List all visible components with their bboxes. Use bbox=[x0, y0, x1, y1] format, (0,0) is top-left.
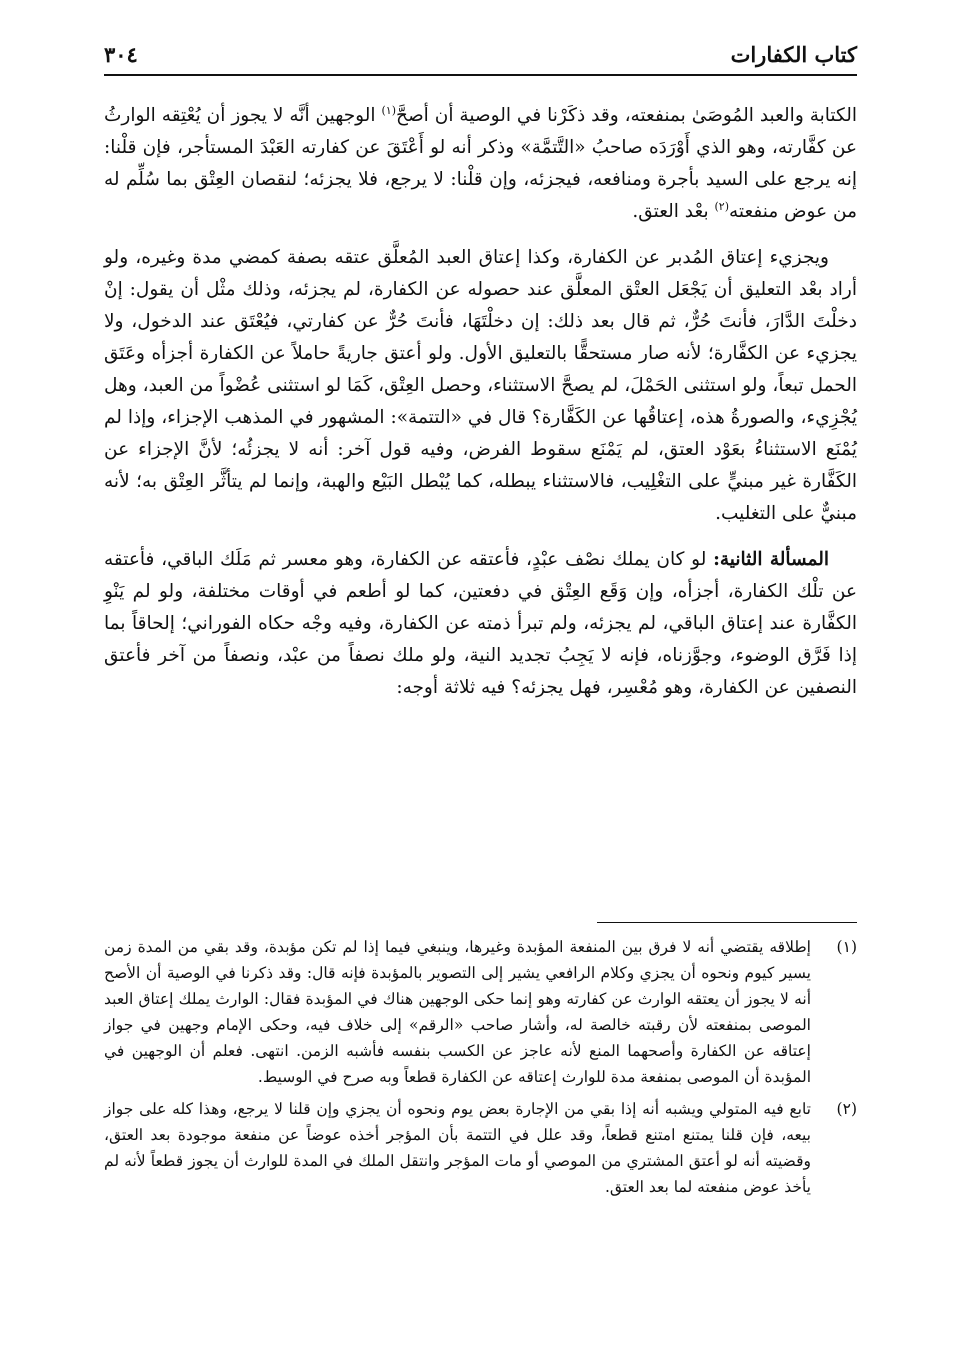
footnote-number: (١) bbox=[836, 938, 857, 956]
footnotes bbox=[104, 934, 857, 1206]
page-number: ٣٠٤ bbox=[104, 42, 138, 67]
chapter-title: كتاب الكفارات bbox=[730, 42, 857, 67]
section-heading: المسألة الثانية: bbox=[713, 549, 829, 570]
paragraph-2 bbox=[104, 242, 857, 530]
footnote-2 bbox=[104, 1096, 857, 1200]
paragraph-text: لو كان يملك نصْف عبْدٍ، فأعتقه عن الكفارة، وهو معسر ثم مَلَك الباقي، فأعتقه عن تلْك الكفارة، أجزأه، وإن وَقَع العِتْق في دفعتين، كما لو أطعم في أوقات مختلفة، ولو لم يَنْوِ الكفَّارة عند إعتاق الباقي، لم يجزئه، ولم تبرأ ذمته عن الكفارة، وفيه وجْه حكاه الفوراني؛ إلحاقاً بما إذا فَرَّق الوضوء، وجوَّزناه، فإنه لا يَجِبُ تجديد النية، ولو ملك نصفاً من عبْد، ونصفاً من آخر فأعتق النصفين عن الكفارة، وهو مُعْسِر، فهل يجزئه؟ فيه ثلاثة أوجه: bbox=[104, 549, 857, 698]
footnote-number: (٢) bbox=[836, 1100, 857, 1118]
footnote-ref-1: (١) bbox=[381, 103, 396, 117]
footnote-ref-2: (٢) bbox=[714, 199, 729, 213]
paragraph-3 bbox=[104, 544, 857, 704]
footnote-text: إطلاقه يقتضي أنه لا فرق بين المنفعة المؤبدة وغيرها، وينبغي فيما إذا لم تكن مؤبدة، وقد بقي من المدة زمن يسير كيوم ونحوه أن يجزي وكلام الرافعي يشير إلى التصوير بالمؤبدة فإنه قال: وقد ذكرنا في الوصية أن الأصح أنه لا يجوز أن يعتقه الوارث عن كفارته وهو إنما حكى الوجهين هناك في المؤبدة فقال: الوارث يملك إعتاق العبد الموصى بمنفعته لأن رقبته خالصة له، وأشار صاحب «الرقم» إلى خلاف فيه، وحكى الإمام وجهين في جواز إعتاقه عن الكفارة وأصحهما المنع لأنه عاجز عن الكسب بنفسه فأشبه الزمن. انتهى. فعلم أن الوجهين في المؤبدة أن الموصى بمنفعة مدة للوارث إعتاقه عن الكفارة قطعاً وبه صرح في الوسيط. bbox=[104, 938, 811, 1086]
paragraph-1 bbox=[104, 100, 857, 228]
footnote-1 bbox=[104, 934, 857, 1090]
paragraph-text: ويجزيء إعتاق المُدبر عن الكفارة، وكذا إعتاق العبد المُعلَّق عتقه بصفة كمضي مدة وغيره، ولو أراد بعْد التعليق أن يَجْعَل العتْق المعلَّق عند حصوله عن الكفارة، لم يجزئه، وذلك مثْل أن يقول: إنْ دخلْتَ الدَّارَ، فأنتَ حُرٌّ، ثم قال بعد ذلك: إن دخلْتَهَا، فأنتَ حُرٌّ عن كفارتي، فيُعْتَق عند الدخول، ولا يجزيء عن الكفَّارة؛ لأنه صار مستحقًّا بالتعليق الأول. ولو أعتق جاريةً حاملاً عن الكفارة أجزأه وعَتَق الحمل تبعاً، ولو استثنى الحَمْلَ، لم يصحَّ الاستثناء، وحصل العِتْق، كَمَا لو استثنى عُضْواً من العبد، وهل يُجْزِيء، والصورةُ هذه، إعتاقُها عن الكَفَّارة؟ قال في «التتمة»: المشهور في المذهب الإجزاء، وإذا لم يُمْنَع الاستثناءُ بعَوْد العتق، لم يَمْنَع سقوط الفرض، وفيه قول آخر: أنه لا يجزئُه؛ لأنَّ الإجزاء عن الكَفَّارة غير مبنيٍّ على التغْلِيب، فالاستثناء يبطله، كما يُبْطل البَيْع والهبة، وإنما لم يتأثَّر العِتْق به؛ لأنه مبنيٌّ على التغليب. bbox=[104, 247, 857, 524]
main-text bbox=[104, 100, 857, 718]
footnote-divider bbox=[597, 922, 857, 923]
paragraph-text: بعْد العتق. bbox=[632, 201, 709, 222]
footnote-text: تابع فيه المتولي ويشبه أنه إذا بقي من الإجارة بعض يوم ونحوه أن يجزي وإن قلنا لا يرجع، وهذا كله على جواز بيعه، فإن قلنا يمتنع امتنع قطعاً، وقد علل في التتمة بأن المؤجر أخذه عوضاً عن منفعة موجودة بعد العتق، وقضيته أنه لو أعتق المشتري من الموصي أو مات المؤجر وانتقل الملك في المدة للوارث أن يجوز قطعاً لأنه لم يأخذ عوض منفعته لما بعد العتق. bbox=[104, 1100, 811, 1196]
paragraph-text: الكتابة والعبد المُوصَىٰ بمنفعته، وقد ذكَرْنا في الوصية أن أصحَّ bbox=[396, 105, 857, 126]
running-header bbox=[104, 40, 857, 76]
paragraph-text: الوجهين أنَّه لا يجوز أن يُعْتِقه الوارثُ عن كفَّارته، وهو الذي أَوْرَدَه صاحبُ «التَّتمَّة» وذكر أنه لو أَعْتَقَ عن كفارته العَبْدَ المستأجر، فإن قلْنا: إنه يرجع على السيد بأجرة ومنافعه، فيجزئه، وإن قلْنا: لا يرجع، فلا يجزئه؛ لنقصان العِتْق بما سُلِّم له من عوض منفعته bbox=[104, 105, 857, 222]
